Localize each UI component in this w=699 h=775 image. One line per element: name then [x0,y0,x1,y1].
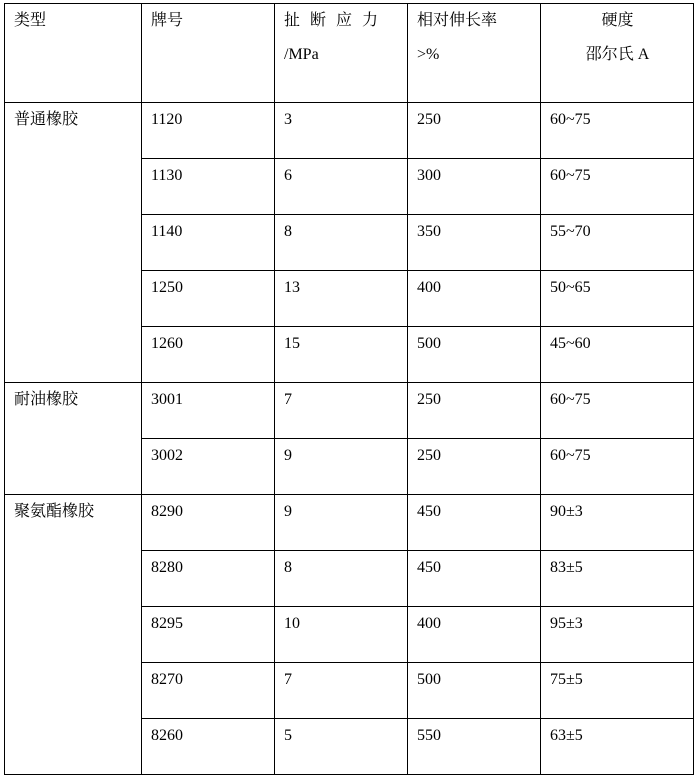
cell-hardness: 50~65 [541,271,694,327]
cell-grade: 8280 [142,551,275,607]
table-header-row [5,4,694,103]
header-cell-grade [142,4,275,103]
cell-stress: 8 [275,551,408,607]
cell-grade: 8260 [142,719,275,775]
cell-grade: 3002 [142,439,275,495]
cell-hardness: 75±5 [541,663,694,719]
header-cell-elongation [408,4,541,103]
header-cell-hardness [541,4,694,103]
header-stress-line2: /MPa [284,45,319,63]
cell-elongation: 250 [408,383,541,439]
cell-hardness: 60~75 [541,159,694,215]
header-hardness-line1: 硬度 [601,12,634,29]
header-cell-stress [275,4,408,103]
cell-elongation: 250 [408,103,541,159]
cell-hardness: 90±3 [541,495,694,551]
cell-stress: 9 [275,439,408,495]
cell-grade: 8295 [142,607,275,663]
cell-elongation: 550 [408,719,541,775]
cell-grade: 8270 [142,663,275,719]
cell-hardness: 83±5 [541,551,694,607]
header-elongation-line1: 相对伸长率 [417,12,498,29]
header-elongation-line2: >% [417,45,440,63]
table-row [5,103,694,159]
cell-stress: 8 [275,215,408,271]
table-row [5,495,694,551]
header-stress-line1: 扯 断 应 力 [284,12,382,29]
cell-grade: 1140 [142,215,275,271]
table-row [5,383,694,439]
cell-elongation: 400 [408,271,541,327]
group-label-oil-resistant-rubber: 耐油橡胶 [5,383,142,495]
cell-stress: 7 [275,383,408,439]
header-cell-type [5,4,142,103]
cell-grade: 1120 [142,103,275,159]
cell-hardness: 60~75 [541,383,694,439]
cell-elongation: 300 [408,159,541,215]
header-hardness-line2: 邵尔氏 A [585,45,650,63]
cell-elongation: 450 [408,551,541,607]
header-type-line1: 类型 [14,12,47,29]
cell-grade: 3001 [142,383,275,439]
cell-elongation: 250 [408,439,541,495]
cell-stress: 7 [275,663,408,719]
cell-grade: 1250 [142,271,275,327]
cell-elongation: 500 [408,663,541,719]
cell-elongation: 350 [408,215,541,271]
cell-hardness: 55~70 [541,215,694,271]
cell-stress: 13 [275,271,408,327]
cell-hardness: 95±3 [541,607,694,663]
document-page [0,3,699,744]
cell-stress: 9 [275,495,408,551]
group-label-polyurethane-rubber: 聚氨酯橡胶 [5,495,142,775]
cell-grade: 1130 [142,159,275,215]
header-grade-line1: 牌号 [151,12,184,29]
cell-stress: 6 [275,159,408,215]
cell-stress: 3 [275,103,408,159]
rubber-specification-table [4,3,694,775]
cell-hardness: 63±5 [541,719,694,775]
cell-hardness: 60~75 [541,439,694,495]
cell-stress: 15 [275,327,408,383]
cell-hardness: 60~75 [541,103,694,159]
cell-stress: 5 [275,719,408,775]
cell-grade: 1260 [142,327,275,383]
cell-hardness: 45~60 [541,327,694,383]
cell-stress: 10 [275,607,408,663]
cell-elongation: 400 [408,607,541,663]
cell-grade: 8290 [142,495,275,551]
cell-elongation: 450 [408,495,541,551]
cell-elongation: 500 [408,327,541,383]
group-label-ordinary-rubber: 普通橡胶 [5,103,142,383]
